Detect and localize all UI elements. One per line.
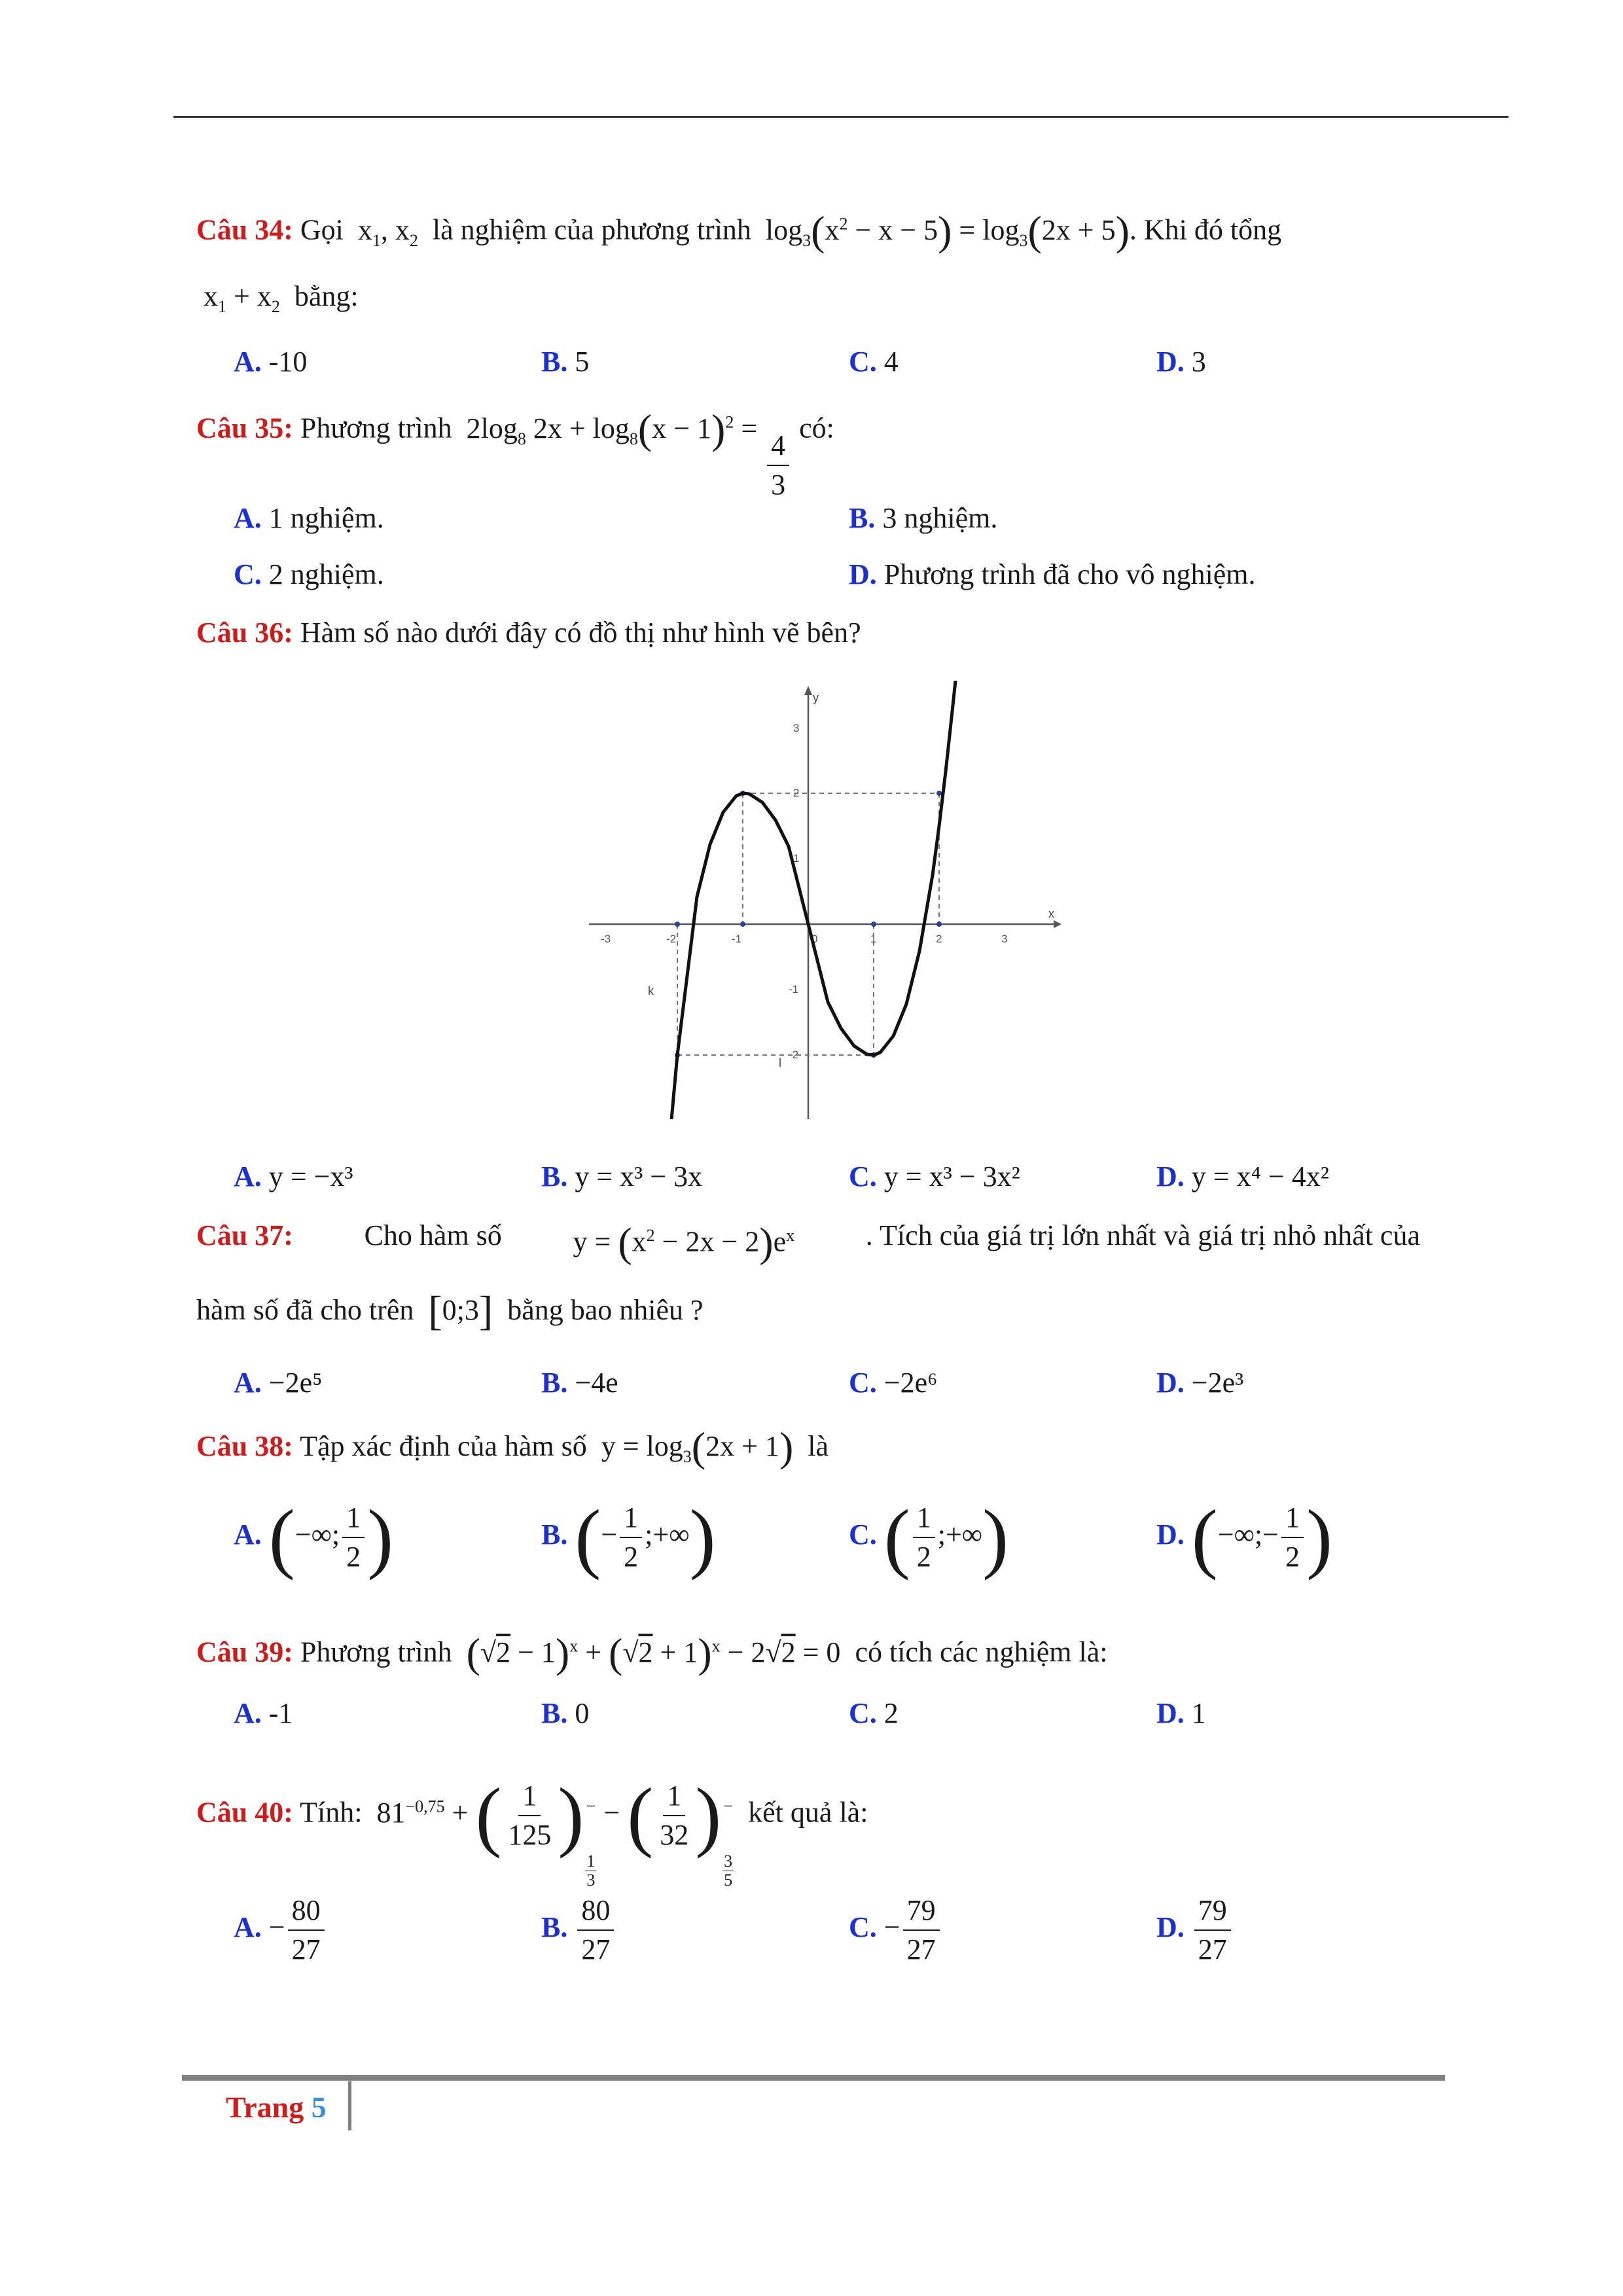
question-text: bằng: <box>294 280 359 312</box>
question-text: có: <box>799 412 834 444</box>
question-text: Hàm số nào dưới đây có đồ thị như hình vẽ bên? <box>300 617 861 649</box>
question-39 <box>196 1626 1108 1676</box>
y-tick-label: 3 <box>793 722 800 734</box>
question-text: Phương trình <box>300 412 452 444</box>
question-label: Câu 34: <box>196 213 293 246</box>
question-text: Gọi <box>300 213 344 246</box>
option-a[interactable]: A. -10 <box>234 346 308 378</box>
option-d[interactable]: D. Phương trình đã cho vô nghiệm. <box>849 558 1256 590</box>
option-a[interactable]: A. -1 <box>234 1697 293 1729</box>
x-tick-label: 0 <box>812 933 818 945</box>
math-expression: $81^{-0,75}$ + ( $\frac{1}{125}$ ) − 1 3 − ( $\frac{1}{32}$ ) − 3 5 <box>369 1771 733 1890</box>
footer-rule <box>182 2075 1445 2081</box>
option-c[interactable]: C. 2 nghiệm. <box>234 558 384 590</box>
question-34-cont <box>196 277 359 327</box>
x-tick-label: 3 <box>1001 933 1008 945</box>
question-label: Câu 37: <box>196 1219 293 1251</box>
question-text: hàm số đã cho trên <box>196 1294 414 1326</box>
question-text: Cho hàm số <box>364 1219 502 1251</box>
math-expression: [0;3] <box>428 1287 493 1334</box>
question-text: Tập xác định của hàm số <box>300 1430 587 1462</box>
question-label: Câu 38: <box>196 1430 293 1462</box>
question-40 <box>196 1761 868 1890</box>
option-b[interactable]: B. 3 nghiệm. <box>849 502 998 534</box>
y-tick-label: -2 <box>789 1049 799 1061</box>
option-d[interactable]: D. 3 <box>1156 346 1206 378</box>
option-d[interactable]: D. −2e³ <box>1156 1367 1244 1399</box>
math-expression: $(√2 - 1)^x + (√2 + 1)^x - 2√2 = 0$ <box>466 1629 848 1676</box>
question-37-cont <box>196 1287 704 1334</box>
option-a[interactable]: A. y = −x³ <box>234 1160 353 1193</box>
option-d[interactable]: D. y = x⁴ − 4x² <box>1156 1160 1329 1193</box>
question-text: là nghiệm của phương trình <box>432 213 751 246</box>
question-text: có tích các nghiệm là: <box>855 1636 1108 1668</box>
option-c[interactable]: C. y = x³ − 3x² <box>849 1160 1020 1193</box>
question-text: bằng bao nhiêu ? <box>507 1294 704 1326</box>
math-expression: $y = \log_3(2x + 1)$ <box>594 1424 794 1470</box>
question-37 <box>196 1216 1420 1266</box>
question-text: . Khi đó tổng <box>1129 213 1282 246</box>
y-tick-label: 2 <box>793 787 800 799</box>
option-a[interactable]: A. (−∞; $\frac{1}{2}$ ) <box>234 1493 394 1581</box>
option-c[interactable]: C. 4 <box>849 346 899 378</box>
math-expression: $x_1$, $x_2$ <box>350 213 418 250</box>
option-c[interactable]: C. − $\frac{79}{27}$ <box>849 1888 942 1969</box>
option-b[interactable]: B. $\frac{80}{27}$ <box>541 1888 616 1969</box>
option-a[interactable]: A. −2e⁵ <box>234 1367 323 1399</box>
question-text: Tính: <box>300 1796 363 1829</box>
point-label-l: l <box>779 1056 781 1069</box>
question-label: Câu 40: <box>196 1796 293 1829</box>
question-label: Câu 35: <box>196 412 293 444</box>
math-expression: $2\log_8$ $2x + \log_8(x - 1)^2$ = $\frac{4}{3}$ <box>459 412 793 444</box>
x-tick-label: -1 <box>732 933 742 945</box>
math-expression: $\log_3(x^2 - x - 5) = \log_3(2x + 5)$ <box>758 207 1130 254</box>
math-expression: $y = (x^2 - 2x - 2)e^x$ <box>573 1219 795 1266</box>
function-graph <box>582 681 1067 1119</box>
x-tick-label: -2 <box>666 933 677 945</box>
point-label-k: k <box>648 984 654 997</box>
x-tick-label: 2 <box>936 933 942 945</box>
option-c[interactable]: C. ( $\frac{1}{2}$ ;+∞) <box>849 1493 1009 1581</box>
question-label: Câu 36: <box>196 617 293 649</box>
option-b[interactable]: B. −4e <box>541 1367 618 1399</box>
y-axis-label: y <box>813 691 819 704</box>
question-label: Câu 39: <box>196 1636 293 1668</box>
y-axis-arrow <box>804 686 812 695</box>
question-text: . Tích của giá trị lớn nhất và giá trị nhỏ nhất của <box>865 1219 1420 1251</box>
x-axis-label: x <box>1048 907 1054 920</box>
option-b[interactable]: B. y = x³ − 3x <box>541 1160 703 1193</box>
y-tick-label: 1 <box>793 852 800 865</box>
page-number: Trang 5 <box>226 2090 327 2124</box>
footer-divider <box>348 2081 351 2130</box>
option-d[interactable]: D. 1 <box>1156 1697 1206 1729</box>
x-axis-arrow <box>1054 920 1061 928</box>
x-tick-label: 1 <box>870 933 877 945</box>
question-36 <box>196 613 861 653</box>
option-b[interactable]: B. 0 <box>541 1697 590 1729</box>
curve <box>671 681 955 1119</box>
x-tick-label: -3 <box>601 933 611 945</box>
option-d[interactable]: D. $\frac{79}{27}$ <box>1156 1888 1234 1969</box>
option-c[interactable]: C. −2e⁶ <box>849 1367 938 1399</box>
y-tick-label: -1 <box>789 983 799 996</box>
option-d[interactable]: D. (−∞;− $\frac{1}{2}$ ) <box>1156 1493 1332 1581</box>
question-38 <box>196 1424 829 1477</box>
question-text: kết quả là: <box>748 1796 868 1829</box>
question-text: Phương trình <box>300 1636 452 1668</box>
option-b[interactable]: B. (− $\frac{1}{2}$ ;+∞) <box>541 1493 716 1581</box>
question-34 <box>196 204 1281 260</box>
question-35 <box>196 403 834 504</box>
option-a[interactable]: A. 1 nghiệm. <box>234 502 384 534</box>
option-a[interactable]: A. − $\frac{80}{27}$ <box>234 1888 327 1969</box>
option-b[interactable]: B. 5 <box>541 346 590 378</box>
header-rule <box>173 116 1508 118</box>
math-expression: $x_1 + x_2$ <box>196 280 280 316</box>
option-c[interactable]: C. 2 <box>849 1697 899 1729</box>
question-text: là <box>808 1430 829 1462</box>
